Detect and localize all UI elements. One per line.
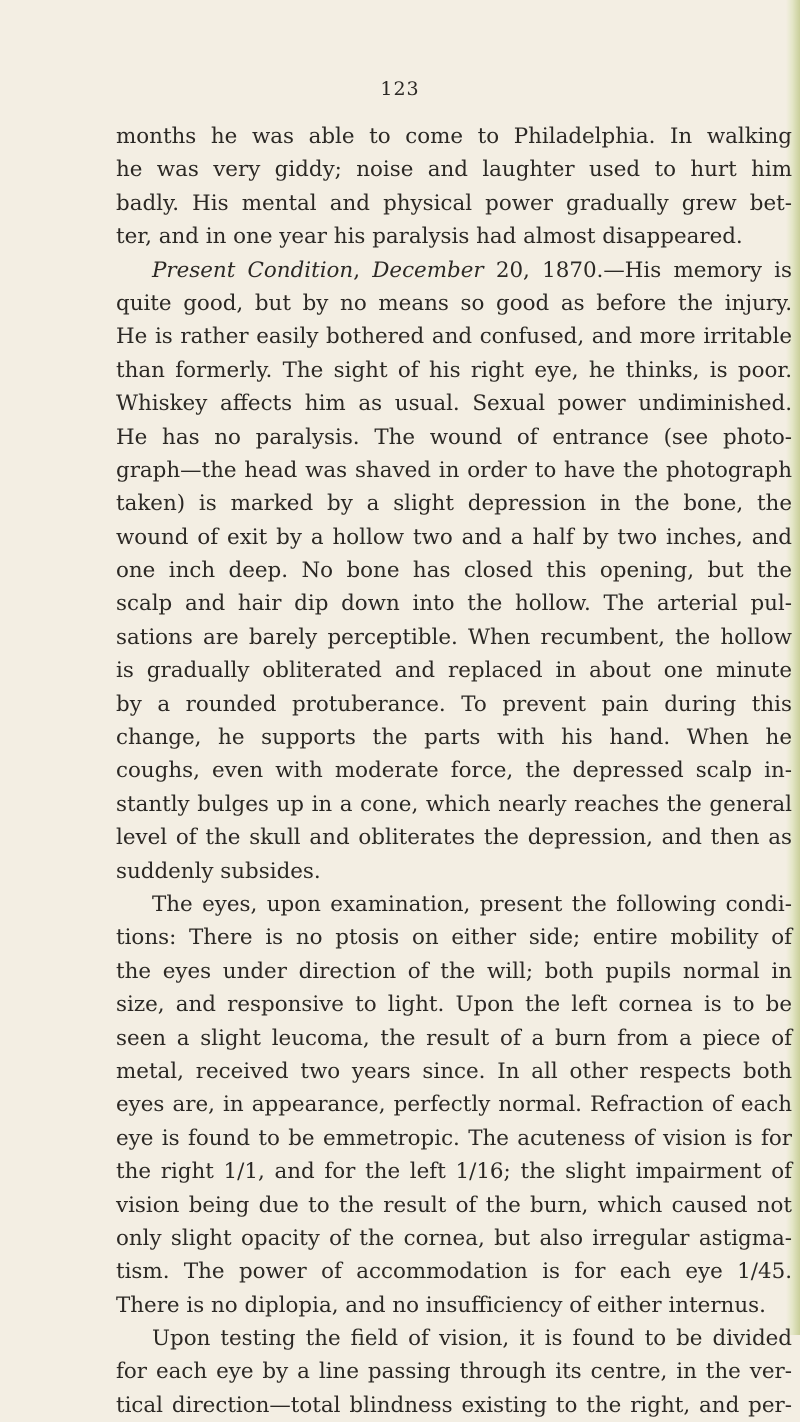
text-line: months he was able to come to Philadelphia. In walking xyxy=(116,124,792,149)
text-line: by a rounded protuberance. To prevent pain during this xyxy=(116,691,792,717)
acuity-middle: , and for the left xyxy=(257,1159,456,1185)
text-line: Whiskey affects him as usual. Sexual power undiminished. xyxy=(116,391,792,417)
text-line: The eyes, upon examination, present the following condi- xyxy=(152,891,792,917)
text-line: level of the skull and obliterates the depression, and then as xyxy=(116,825,792,851)
text-line: for each eye by a line passing through its centre, in the ver- xyxy=(116,1359,792,1385)
text-line: eye is found to be emmetropic. The acuteness of vision is for xyxy=(116,1125,792,1151)
text-line: size, and responsive to light. Upon the left cornea is to be xyxy=(116,992,792,1018)
present-condition-month: December xyxy=(372,257,484,283)
acuity-prefix: the right xyxy=(116,1159,224,1185)
text-line: coughs, even with moderate force, the depressed scalp in- xyxy=(116,758,792,784)
text-line: vision being due to the result of the burn, which caused not xyxy=(116,1192,792,1218)
acuity-left-value: 1/16 xyxy=(455,1159,504,1185)
text-line: tions: There is no ptosis on either side; entire mobility of xyxy=(116,925,792,951)
page-number: 123 xyxy=(380,78,420,100)
text-fragment: ; the slight impairment of xyxy=(503,1159,792,1185)
text-line: suddenly subsides. xyxy=(116,858,321,884)
text-line: He has no paralysis. The wound of entrance (see photo- xyxy=(116,424,792,450)
text-line: graph—the head was shaved in order to have the photograph xyxy=(116,457,792,483)
text-line: ter, and in one year his paralysis had almost disappeared. xyxy=(116,224,743,250)
text-line: eyes are, in appearance, perfectly normal. Refraction of each xyxy=(116,1092,792,1118)
text-line: change, he supports the parts with his hand. When he xyxy=(116,725,792,751)
text-line: only slight opacity of the cornea, but also irregular astigma- xyxy=(116,1225,792,1251)
text-line: tical direction—total blindness existing to the right, and per- xyxy=(116,1392,792,1418)
text-line: There is no diplopia, and no insufficiency of either internus. xyxy=(116,1292,766,1318)
text-line: the eyes under direction of the will; both pupils normal in xyxy=(116,958,792,984)
text-line: is gradually obliterated and replaced in about one minute xyxy=(116,658,792,684)
text-line: sations are barely perceptible. When recumbent, the hollow xyxy=(116,624,792,650)
text-line: He is rather easily bothered and confused, and more irritable xyxy=(116,324,792,350)
text-line: he was very giddy; noise and laughter used to hurt him xyxy=(116,157,792,183)
accommodation-value: 1/45 xyxy=(737,1259,786,1285)
text-line: taken) is marked by a slight depression in the bone, the xyxy=(116,491,792,517)
text-line: metal, received two years since. In all other respects both xyxy=(116,1058,792,1084)
present-condition-comma: , xyxy=(353,257,373,283)
text-line: quite good, but by no means so good as before the injury. xyxy=(116,290,792,316)
text-line: Upon testing the field of vision, it is found to be divided xyxy=(152,1326,792,1352)
acuity-right-value: 1/1 xyxy=(223,1159,258,1185)
text-line: badly. His mental and physical power gradually grew bet- xyxy=(116,190,792,216)
text-fragment: tism. The power of accommodation is for each eye xyxy=(116,1259,723,1285)
text-fragment: . xyxy=(785,1259,793,1285)
present-condition-date: 20, 1870. xyxy=(483,257,604,283)
text-line: stantly bulges up in a cone, which nearly reaches the general xyxy=(116,791,792,817)
text-line-accommodation xyxy=(116,1255,792,1288)
text-fragment: —His memory is xyxy=(603,257,792,283)
text-line-present-condition xyxy=(116,254,792,287)
text-line-acuity xyxy=(116,1155,792,1188)
text-line: seen a slight leucoma, the result of a burn from a piece of xyxy=(116,1025,792,1051)
text-line: wound of exit by a hollow two and a half by two inches, and xyxy=(116,524,792,550)
body-text xyxy=(116,120,792,1422)
text-line: scalp and hair dip down into the hollow. The arterial pul- xyxy=(116,591,792,617)
text-line: than formerly. The sight of his right eye, he thinks, is poor. xyxy=(116,357,792,383)
text-line: one inch deep. No bone has closed this opening, but the xyxy=(116,558,792,584)
present-condition-label: Present Condition xyxy=(152,257,354,283)
